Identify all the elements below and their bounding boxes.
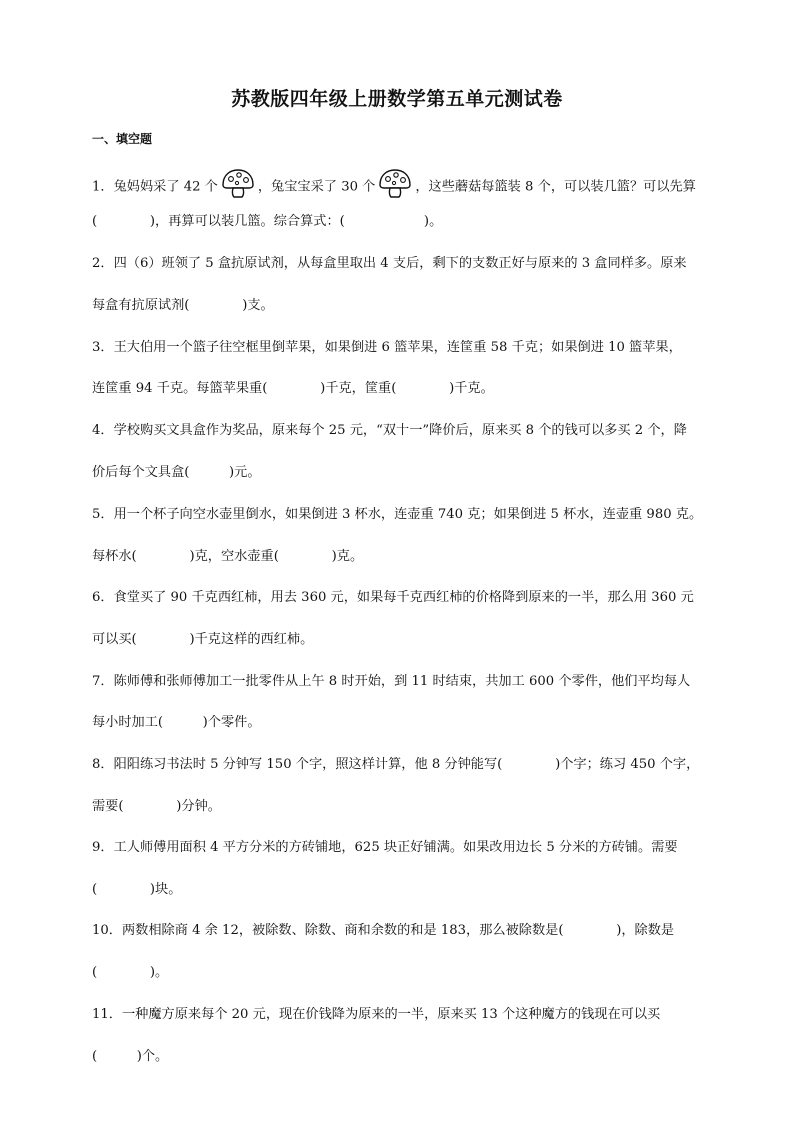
question-line: 可以买( )千克这样的西红柿。	[92, 632, 314, 647]
question-line: 2．四（6）班领了 5 盒抗原试剂，从每盒里取出 4 支后，剩下的支数正好与原来的 3 盒同样多。原来	[92, 256, 687, 271]
question-line: 5．用一个杯子向空水壶里倒水，如果倒进 3 杯水，连壶重 740 克；如果倒进 5 杯水，连壶重 980 克。	[92, 507, 703, 522]
question-line: 9．工人师傅用面积 4 平方分米的方砖铺地，625 块正好铺满。如果改用边长 5 分米的方砖铺。需要	[92, 840, 678, 855]
mushroom-icon	[377, 168, 413, 198]
question-line: 每杯水( )克，空水壶重( )克。	[92, 549, 364, 564]
question-line: 每盒有抗原试剂( )支。	[92, 298, 274, 313]
question-line: ( )。	[92, 965, 169, 980]
question-1-text-c: ，这些蘑菇每篮装 8 个，可以装几篮？可以先算	[415, 179, 696, 195]
page-title: 苏教版四年级上册数学第五单元测试卷	[231, 88, 563, 110]
section-heading: 一、填空题	[92, 132, 153, 146]
question-line: 4．学校购买文具盒作为奖品，原来每个 25 元，“双十一”降价后，原来买 8 个的钱可以多买 2 个，降	[92, 423, 687, 438]
question-line: ( )块。	[92, 882, 182, 897]
question-line: 8．阳阳练习书法时 5 分钟写 150 个字，照这样计算，他 8 分钟能写( )个字；练习 450 个字，	[92, 757, 700, 772]
question-line: 需要( )分钟。	[92, 799, 221, 814]
question-1-line-2: ( )，再算可以装几篮。综合算式：( )。	[92, 214, 443, 229]
question-line: 10．两数相除商 4 余 12，被除数、除数、商和余数的和是 183，那么被除数是( )，除数是	[92, 923, 675, 938]
question-line: 7．陈师傅和张师傅加工一批零件从上午 8 时开始，到 11 时结束，共加工 600 个零件，他们平均每人	[92, 674, 691, 689]
question-line: 6．食堂买了 90 千克西红柿，用去 360 元，如果每千克西红柿的价格降到原来的一半，那么用 360 元	[92, 590, 694, 605]
question-1-text-a: 1．兔妈妈采了 42 个	[92, 179, 218, 195]
question-line: 11．一种魔方原来每个 20 元，现在价钱降为原来的一半，原来买 13 个这种魔方的钱现在可以买	[92, 1007, 661, 1022]
question-line: 每小时加工( )个零件。	[92, 715, 261, 730]
question-1-text-b: ，兔宝宝采了 30 个	[257, 179, 376, 195]
question-line: ( )个。	[92, 1049, 169, 1064]
question-line: 连筐重 94 千克。每篮苹果重( )千克，筐重( )千克。	[92, 381, 494, 396]
question-1-line-1	[92, 172, 732, 202]
question-line: 3．王大伯用一个篮子往空框里倒苹果，如果倒进 6 篮苹果，连筐重 58 千克；如果倒进 10 篮苹果，	[92, 340, 682, 355]
mushroom-icon	[220, 168, 256, 198]
question-line: 价后每个文具盒( )元。	[92, 465, 261, 480]
